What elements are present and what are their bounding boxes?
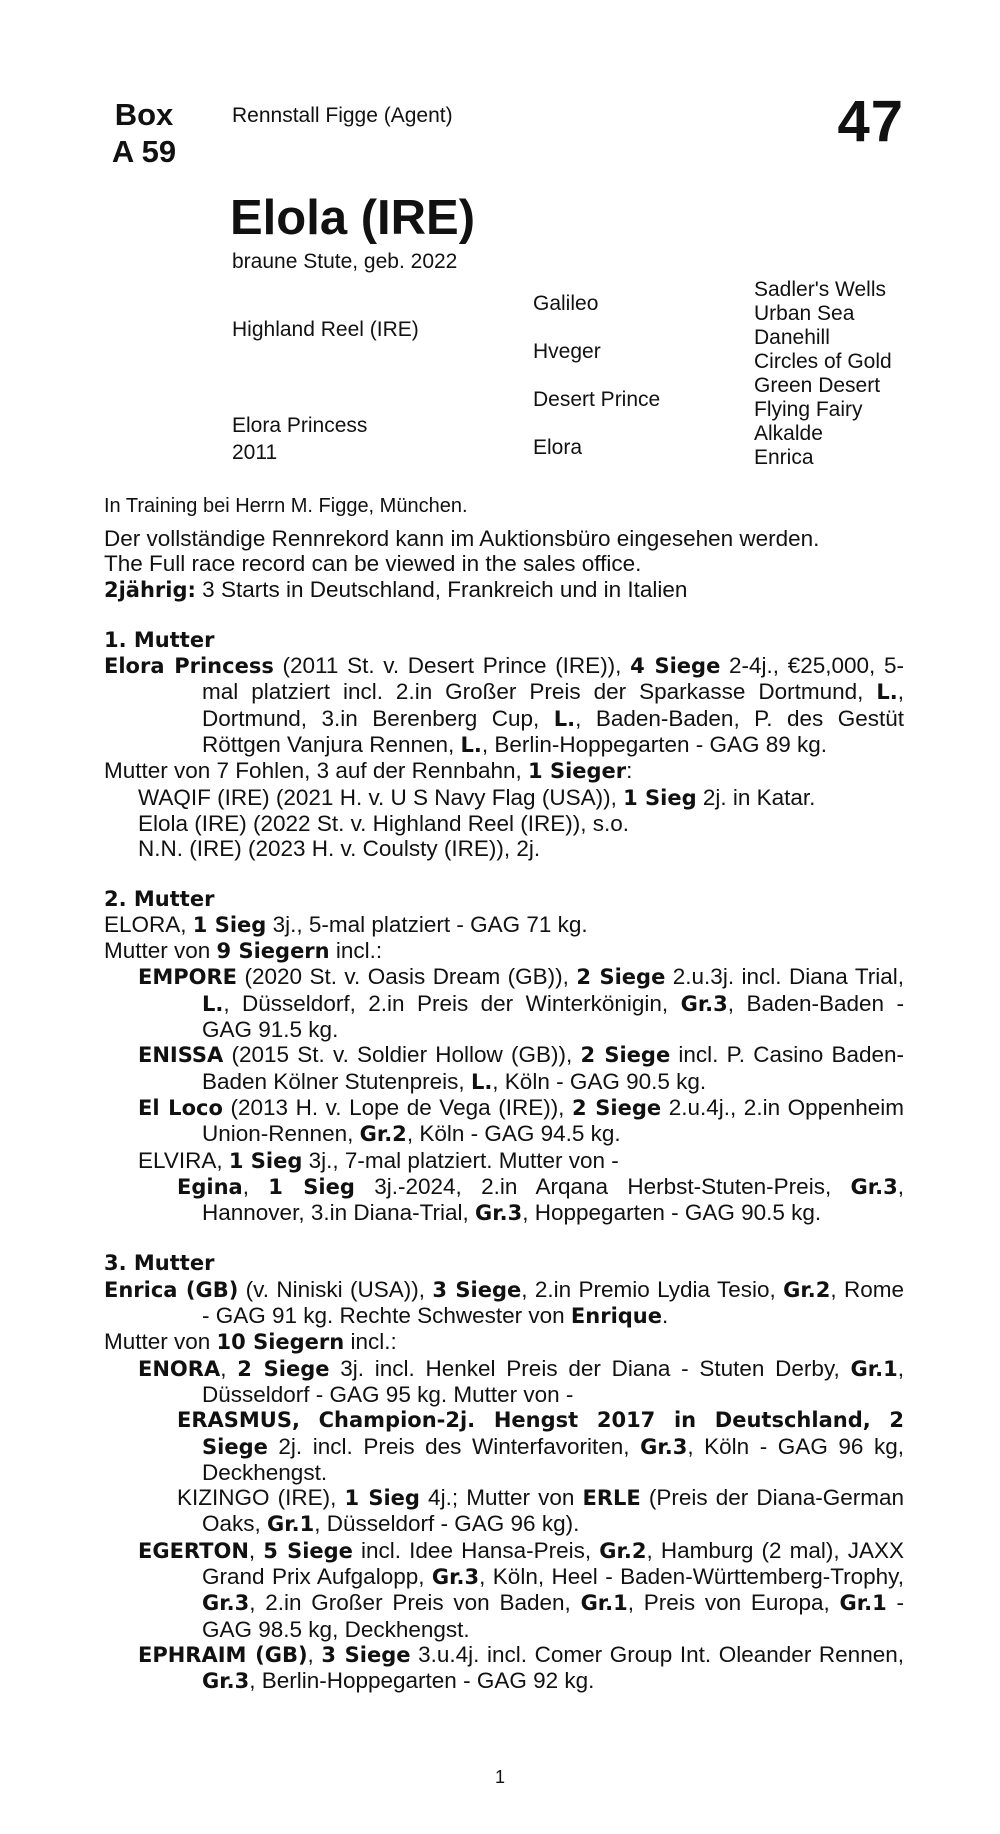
horse-name: Elola (IRE) [230, 191, 476, 245]
dam1-entry: Elora Princess (2011 St. v. Desert Prince (IRE)), 4 Siege 2-4j., €25,000, 5-mal platziert incl. 2.in Großer Preis der Sparkasse Dortmund, L., Dortmund, 3.in Berenberg Cup, L., Baden-Baden, P. des Gestüt Röttgen Vanjura Rennen, L., Berlin-Hoppegarten - GAG 89 kg. [104, 653, 904, 758]
dam1-heading: 1. Mutter [104, 627, 215, 652]
intro-de: Der vollständige Rennrekord kann im Auktionsbüro eingesehen werden. [104, 526, 820, 551]
dam2-entry: ELORA, 1 Sieg 3j., 5-mal platziert - GAG 71 kg. [104, 911, 588, 937]
pedigree-dam: Elora Princess [232, 414, 368, 437]
dam1-name: Elora Princess [104, 654, 274, 679]
produce-item: ENORA, 2 Siege 3j. incl. Henkel Preis der Diana - Stuten Derby, Gr.1, Düsseldorf - GAG 95 kg. Mutter von - [138, 1355, 904, 1407]
catalogue-body [104, 526, 904, 1694]
produce-item: ERASMUS, Champion-2j. Hengst 2017 in Deutschland, 2 Siege 2j. incl. Preis des Winterfavoriten, Gr.3, Köln - GAG 96 kg, Deckhengst. [177, 1408, 904, 1485]
produce-item: ELVIRA, 1 Sieg 3j., 7-mal platziert. Mutter von - [138, 1147, 619, 1173]
produce-item: Elola (IRE) (2022 St. v. Highland Reel (IRE)), s.o. [138, 810, 630, 836]
produce-item: El Loco (2013 H. v. Lope de Vega (IRE)), 2 Siege 2.u.4j., 2.in Oppenheim Union-Rennen, Gr.2, Köln - GAG 94.5 kg. [138, 1094, 904, 1147]
produce-item: EMPORE (2020 St. v. Oasis Dream (GB)), 2 Siege 2.u.3j. incl. Diana Trial, L., Düsseldorf, 2.in Preis der Winterkönigin, Gr.3, Baden-Baden - GAG 91.5 kg. [138, 964, 904, 1043]
agent-name: Rennstall Figge (Agent) [232, 104, 453, 127]
age-label: 2jährig: [104, 577, 196, 602]
horse-description: braune Stute, geb. 2022 [232, 250, 458, 273]
produce-item: WAQIF (IRE) (2021 H. v. U S Navy Flag (USA)), 1 Sieg 2j. in Katar. [138, 784, 816, 810]
dam3-heading: 3. Mutter [104, 1251, 215, 1276]
dam3-entry: Enrica (GB) (v. Niniski (USA)), 3 Siege, 2.in Premio Lydia Tesio, Gr.2, Rome - GAG 91 kg. Rechte Schwester von Enrique. [104, 1276, 904, 1329]
pedigree-g3-4: Circles of Gold [754, 350, 892, 373]
produce-item: EPHRAIM (GB), 3 Siege 3.u.4j. incl. Comer Group Int. Oleander Rennen, Gr.3, Berlin-Hoppegarten - GAG 92 kg. [138, 1641, 904, 1694]
pedigree-g3-1: Sadler's Wells [754, 278, 886, 301]
pedigree-g3-3: Danehill [754, 326, 830, 349]
pedigree-dam-year: 2011 [232, 441, 278, 464]
pedigree-g3-8: Enrica [754, 446, 814, 469]
lot-number: 47 [837, 89, 904, 154]
dam3-produce-intro: Mutter von 10 Siegern incl.: [104, 1329, 397, 1355]
dam2-heading: 2. Mutter [104, 886, 215, 911]
pedigree-dam-sire: Desert Prince [533, 388, 661, 411]
intro-en: The Full race record can be viewed in the sales office. [104, 551, 642, 577]
pedigree-dam-dam: Elora [533, 436, 583, 459]
pedigree-g3-7: Alkalde [754, 422, 823, 445]
pedigree-sire: Highland Reel (IRE) [232, 318, 419, 341]
produce-item: KIZINGO (IRE), 1 Sieg 4j.; Mutter von ERLE (Preis der Diana-German Oaks, Gr.1, Düsseldorf - GAG 96 kg). [177, 1485, 904, 1537]
dam1-produce-intro: Mutter von 7 Fohlen, 3 auf der Rennbahn, 1 Sieger: [104, 758, 633, 784]
age-record: 2jährig: 3 Starts in Deutschland, Frankreich und in Italien [104, 576, 688, 602]
training-note: In Training bei Herrn M. Figge, München. [104, 495, 468, 517]
pedigree-g3-6: Flying Fairy [754, 398, 863, 421]
pedigree-g3-5: Green Desert [754, 374, 881, 397]
pedigree-third-generation [754, 278, 892, 470]
produce-item: N.N. (IRE) (2023 H. v. Coulsty (IRE)), 2j. [138, 836, 541, 862]
pedigree-g3-2: Urban Sea [754, 302, 855, 325]
box-label [104, 96, 184, 170]
box-word: Box [114, 97, 174, 132]
dam2-produce-intro: Mutter von 9 Siegern incl.: [104, 938, 383, 964]
box-number: A 59 [111, 134, 177, 169]
produce-item: Egina, 1 Sieg 3j.-2024, 2.in Arqana Herbst-Stuten-Preis, Gr.3, Hannover, 3.in Diana-Trial, Gr.3, Hoppegarten - GAG 90.5 kg. [177, 1173, 904, 1226]
page-number: 1 [494, 1767, 505, 1787]
pedigree-sire-dam: Hveger [533, 340, 601, 363]
produce-item: EGERTON, 5 Siege incl. Idee Hansa-Preis, Gr.2, Hamburg (2 mal), JAXX Grand Prix Aufgalopp, Gr.3, Köln, Heel - Baden-Württemberg-Trophy, Gr.3, 2.in Großer Preis von Baden, Gr.1, Preis von Europa, Gr.1 - GAG 98.5 kg, Deckhengst. [138, 1537, 904, 1642]
pedigree-sire-sire: Galileo [533, 292, 599, 315]
produce-item: ENISSA (2015 St. v. Soldier Hollow (GB)), 2 Siege incl. P. Casino Baden-Baden Kölner Stutenpreis, L., Köln - GAG 90.5 kg. [138, 1042, 905, 1094]
